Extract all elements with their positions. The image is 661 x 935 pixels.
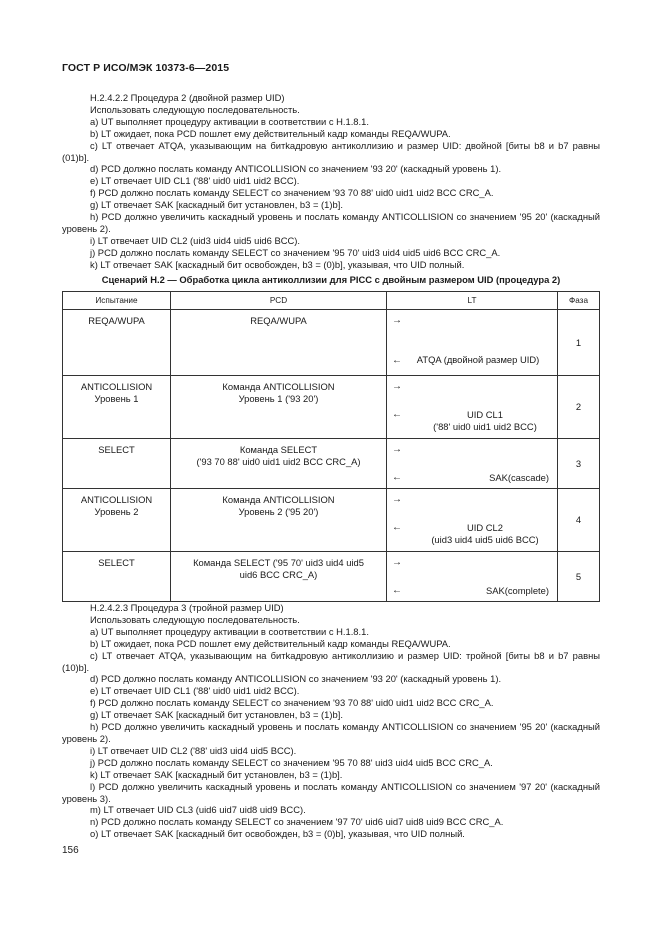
paragraph: Использовать следующую последовательность. [90,613,300,625]
arrow-left-icon: ← [392,355,402,366]
cell-pcd: REQA/WUPA [171,310,387,376]
table-caption: Сценарий H.2 — Обработка цикла антиколлизии для PICC с двойным размером UID (процедура 2) [101,274,561,285]
step-m: m) LT отвечает UID CL3 (uid6 uid7 uid8 uid9 BCC). [90,804,306,816]
cell-lt [387,489,558,552]
lt-response: UID CL2 (uid3 uid4 uid5 uid6 BCC) [431,522,539,545]
step-l: l) PCD должно увеличить каскадный уровень и послать команду ANTICOLLISION со значением '97 20' (каскадный уровень 3). [62,780,600,804]
step-c: c) LT отвечает ATQA, указывающим на битkадровую антиколлизию и размер UID: двойной [биты b8 и b7 равны (01)b]. [62,139,600,163]
cell-phase: 2 [558,376,600,439]
step-i: i) LT отвечает UID CL2 (uid3 uid4 uid5 uid6 BCC). [90,234,300,246]
step-d: d) PCD должно послать команду ANTICOLLISION со значением '93 20' (каскадный уровень 1). [90,673,502,685]
table-row [63,489,600,552]
table-row [63,310,600,376]
procedure-heading: H.2.4.2.3 Процедура 3 (тройной размер UID) [90,602,284,613]
step-f: f) PCD должно послать команду SELECT со значением '93 70 88' uid0 uid1 uid2 BCC CRC_A. [90,187,494,199]
cell-lt [387,376,558,439]
step-j: j) PCD должно послать команду SELECT со значением '95 70 88' uid3 uid4 uid5 BCC CRC_A. [90,756,493,768]
cell-phase: 5 [558,552,600,602]
document-header: ГОСТ Р ИСО/МЭК 10373-6—2015 [62,62,230,74]
header-pcd: PCD [171,292,387,310]
cell-test: ANTICOLLISION Уровень 2 [63,489,171,552]
cell-test: ANTICOLLISION Уровень 1 [63,376,171,439]
cell-test: SELECT [63,439,171,489]
step-j: j) PCD должно послать команду SELECT со значением '95 70' uid3 uid4 uid5 uid6 BCC CRC_A. [90,246,501,258]
table-row [63,439,600,489]
cell-test: REQA/WUPA [63,310,171,376]
arrow-right-icon: → [392,557,402,568]
cell-phase: 1 [558,310,600,376]
cell-pcd: Команда ANTICOLLISION Уровень 1 ('93 20') [171,376,387,439]
cell-pcd: Команда SELECT ('93 70 88' uid0 uid1 uid2 BCC CRC_A) [171,439,387,489]
procedure-2-section [62,92,600,271]
cell-test: SELECT [63,552,171,602]
arrow-left-icon: ← [392,409,402,420]
step-c: c) LT отвечает ATQA, указывающим на битkадровую антиколлизию и размер UID: тройной [биты b8 и b7 равны (10)b]. [62,649,600,673]
table-row [63,552,600,602]
table-header-row [63,292,600,310]
step-k: k) LT отвечает SAK [каскадный бит установлен, b3 = (1)b]. [90,768,343,780]
arrow-right-icon: → [392,494,402,505]
procedure-3-section [62,602,600,840]
arrow-left-icon: ← [392,472,402,483]
step-a: a) UT выполняет процедуру активации в соответствии с H.1.8.1. [90,115,369,127]
step-o: o) LT отвечает SAK [каскадный бит освобожден, b3 = (0)b], указывая, что UID полный. [90,828,465,840]
step-k: k) LT отвечает SAK [каскадный бит освобожден, b3 = (0)b], указывая, что UID полный. [90,258,465,270]
cell-phase: 4 [558,489,600,552]
lt-response: ATQA (двойной размер UID) [416,354,540,365]
table-row [63,376,600,439]
scenario-table [62,291,600,602]
arrow-left-icon: ← [392,585,402,596]
cell-phase: 3 [558,439,600,489]
cell-lt [387,552,558,602]
step-e: e) LT отвечает UID CL1 ('88' uid0 uid1 uid2 BCC). [90,175,300,187]
step-a: a) UT выполняет процедуру активации в соответствии с H.1.8.1. [90,625,369,637]
cell-pcd: Команда SELECT ('95 70' uid3 uid4 uid5 uid6 BCC CRC_A) [171,552,387,602]
cell-lt [387,310,558,376]
cell-lt [387,439,558,489]
cell-pcd: Команда ANTICOLLISION Уровень 2 ('95 20') [171,489,387,552]
paragraph: Использовать следующую последовательность. [90,103,300,115]
step-b: b) LT ожидает, пока PCD пошлет ему действительный кадр команды REQA/WUPA. [90,637,451,649]
arrow-right-icon: → [392,381,402,392]
lt-response: SAK(complete) [485,585,549,596]
step-g: g) LT отвечает SAK [каскадный бит установлен, b3 = (1)b]. [90,709,343,721]
arrow-right-icon: → [392,444,402,455]
step-i: i) LT отвечает UID CL2 ('88' uid3 uid4 uid5 BCC). [90,744,297,756]
step-e: e) LT отвечает UID CL1 ('88' uid0 uid1 uid2 BCC). [90,685,300,697]
page-number: 156 [62,845,79,856]
step-f: f) PCD должно послать команду SELECT со значением '93 70 88' uid0 uid1 uid2 BCC CRC_A. [90,697,494,709]
step-g: g) LT отвечает SAK [каскадный бит установлен, b3 = (1)b]. [90,199,343,211]
lt-response: UID CL1 ('88' uid0 uid1 uid2 BCC) [433,409,537,432]
step-h: h) PCD должно увеличить каскадный уровень и послать команду ANTICOLLISION со значением '95 20' (каскадный уровень 2). [62,211,600,234]
header-lt: LT [387,292,558,310]
header-test: Испытание [63,292,171,310]
step-n: n) PCD должно послать команду SELECT со значением '97 70' uid6 uid7 uid8 uid9 BCC CRC_A. [90,816,504,828]
header-phase: Фаза [558,292,600,310]
arrow-right-icon: → [392,315,402,326]
procedure-heading: H.2.4.2.2 Процедура 2 (двойной размер UID) [90,92,285,103]
step-h: h) PCD должно увеличить каскадный уровень и послать команду ANTICOLLISION со значением '95 20' (каскадный уровень 2). [62,721,600,744]
arrow-left-icon: ← [392,522,402,533]
step-b: b) LT ожидает, пока PCD пошлет ему действительный кадр команды REQA/WUPA. [90,127,451,139]
lt-response: SAK(cascade) [489,472,549,483]
step-d: d) PCD должно послать команду ANTICOLLISION со значением '93 20' (каскадный уровень 1). [90,163,502,175]
